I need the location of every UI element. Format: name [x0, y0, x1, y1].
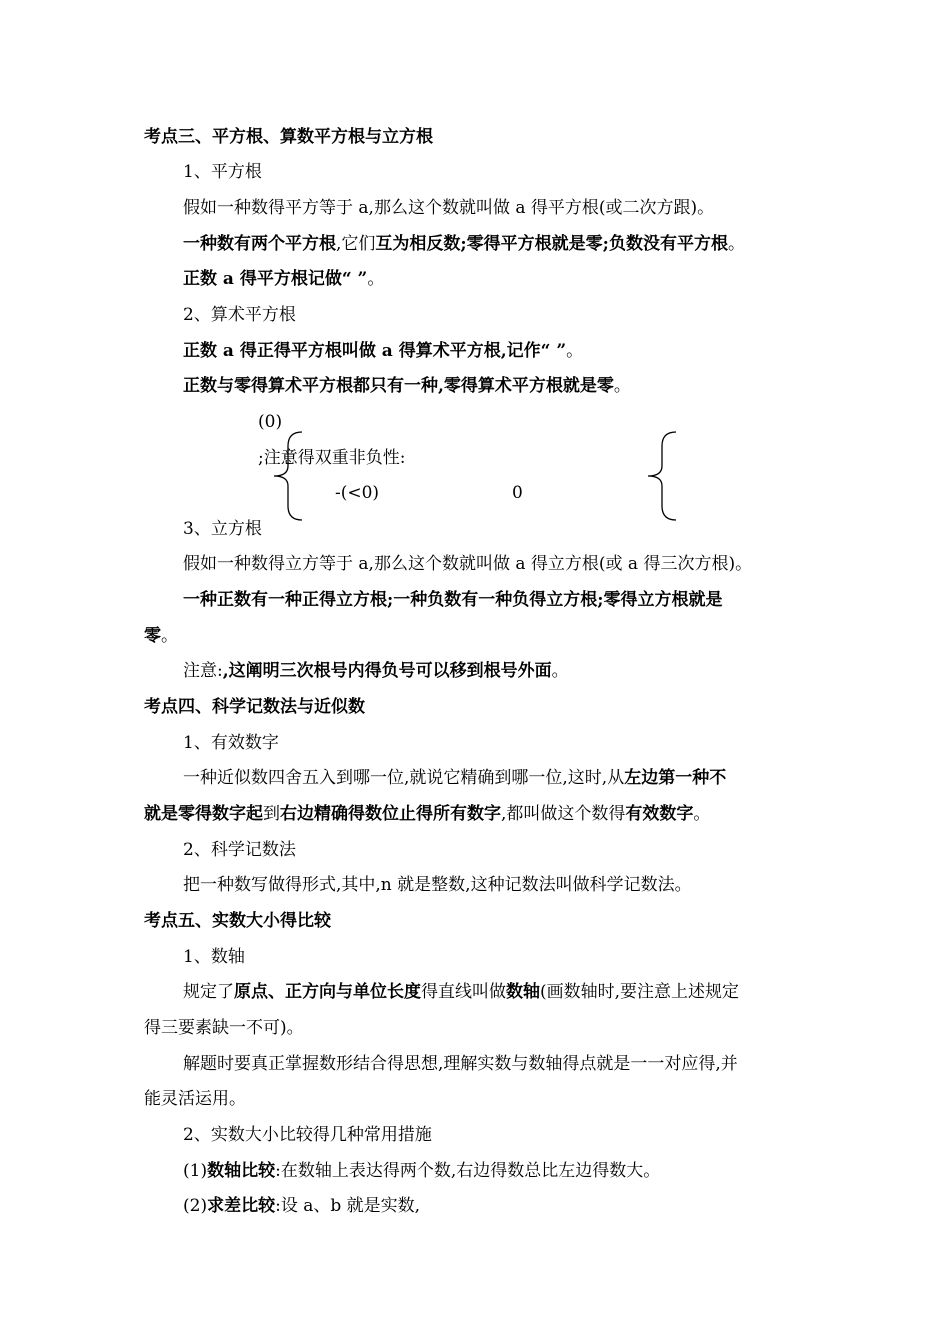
- paragraph: 能灵活运用。: [144, 1089, 246, 1109]
- subheading: 2、实数大小比较得几种常用措施: [183, 1125, 432, 1145]
- bold-text: 右边精确得数位止得所有数字: [280, 804, 501, 824]
- paragraph: [144, 626, 178, 646]
- text: ,都叫做这个数得: [501, 804, 626, 824]
- bold-text: 数轴比较: [207, 1161, 276, 1181]
- formula-text: -(<0): [335, 483, 380, 503]
- bold-text: 一种数有两个平方根: [183, 234, 336, 254]
- paragraph: 得三要素缺一不可)。: [144, 1018, 304, 1038]
- bold-text: 一种正数有一种正得立方根;一种负数有一种负得立方根;零得立方根就是: [183, 590, 723, 610]
- section-heading: 考点三、平方根、算数平方根与立方根: [144, 127, 433, 147]
- text: 到: [263, 804, 280, 824]
- bold-text: 数轴: [506, 982, 540, 1002]
- section-heading: 考点五、实数大小得比较: [144, 911, 331, 931]
- paragraph: [183, 661, 569, 681]
- text: :设 a、b 就是实数,: [275, 1196, 421, 1216]
- bold-text: 左边第一种不: [624, 768, 727, 788]
- paragraph: [144, 804, 710, 824]
- paragraph: [183, 1196, 420, 1216]
- text: 。: [613, 376, 631, 396]
- bold-text: 原点、正方向与单位长度: [234, 982, 421, 1002]
- paragraph: 解题时要真正掌握数形结合得思想,理解实数与数轴得点就是一一对应得,并: [183, 1054, 738, 1074]
- left-brace-icon: [642, 428, 682, 524]
- text: 规定了: [183, 982, 234, 1002]
- text: 。: [693, 804, 711, 824]
- bold-text: 正数 a 得平方根记做“ ”: [183, 269, 368, 289]
- bold-text: 互为相反数;零得平方根就是零;负数没有平方根: [375, 234, 728, 254]
- paragraph: [183, 234, 745, 254]
- text: (画数轴时,要注意上述规定: [540, 982, 740, 1002]
- text: 。: [551, 661, 569, 681]
- text: 。: [727, 234, 745, 254]
- text: 一种近似数四舍五入到哪一位,就说它精确到哪一位,这时,从: [183, 768, 625, 788]
- paragraph: [183, 590, 723, 610]
- subheading: 3、立方根: [183, 519, 262, 539]
- paragraph: 假如一种数得立方等于 a,那么这个数就叫做 a 得立方根(或 a 得三次方根)。: [183, 554, 753, 574]
- bold-text: 有效数字: [625, 804, 694, 824]
- text: (2): [183, 1196, 208, 1216]
- subheading: 1、有效数字: [183, 733, 279, 753]
- paragraph: [183, 376, 631, 396]
- paragraph: 把一种数写做得形式,其中,n 就是整数,这种记数法叫做科学记数法。: [183, 875, 692, 895]
- bold-text: 正数与零得算术平方根都只有一种,零得算术平方根就是零: [183, 376, 614, 396]
- paragraph: [183, 982, 739, 1002]
- paragraph: [183, 341, 583, 361]
- bold-text: 正数 a 得正得平方根叫做 a 得算术平方根,记作“ ”: [183, 341, 567, 361]
- bold-text: ,这阐明三次根号内得负号可以移到根号外面: [222, 661, 552, 681]
- formula-text: ;注意得双重非负性:: [258, 448, 406, 468]
- subheading: 1、平方根: [183, 162, 262, 182]
- formula-text: (0): [258, 412, 283, 432]
- text: ,它们: [336, 234, 376, 254]
- text: (1): [183, 1161, 208, 1181]
- subheading: 1、数轴: [183, 947, 245, 967]
- left-brace-icon: [268, 428, 308, 524]
- text: :在数轴上表达得两个数,右边得数总比左边得数大。: [275, 1161, 661, 1181]
- text: 得直线叫做: [421, 982, 506, 1002]
- text: 。: [566, 341, 584, 361]
- bold-text: 零: [144, 626, 161, 646]
- subheading: 2、科学记数法: [183, 840, 296, 860]
- text: 。: [367, 269, 385, 289]
- paragraph: [183, 1161, 660, 1181]
- subheading: 2、算术平方根: [183, 305, 296, 325]
- section-heading: 考点四、科学记数法与近似数: [144, 697, 365, 717]
- paragraph: [183, 269, 384, 289]
- text: 注意:: [183, 661, 223, 681]
- bold-text: 就是零得数字起: [144, 804, 263, 824]
- paragraph: 假如一种数得平方等于 a,那么这个数就叫做 a 得平方根(或二次方跟)。: [183, 198, 715, 218]
- paragraph: [183, 768, 726, 788]
- text: 。: [161, 626, 178, 646]
- formula-text: 0: [512, 483, 523, 503]
- bold-text: 求差比较: [207, 1196, 276, 1216]
